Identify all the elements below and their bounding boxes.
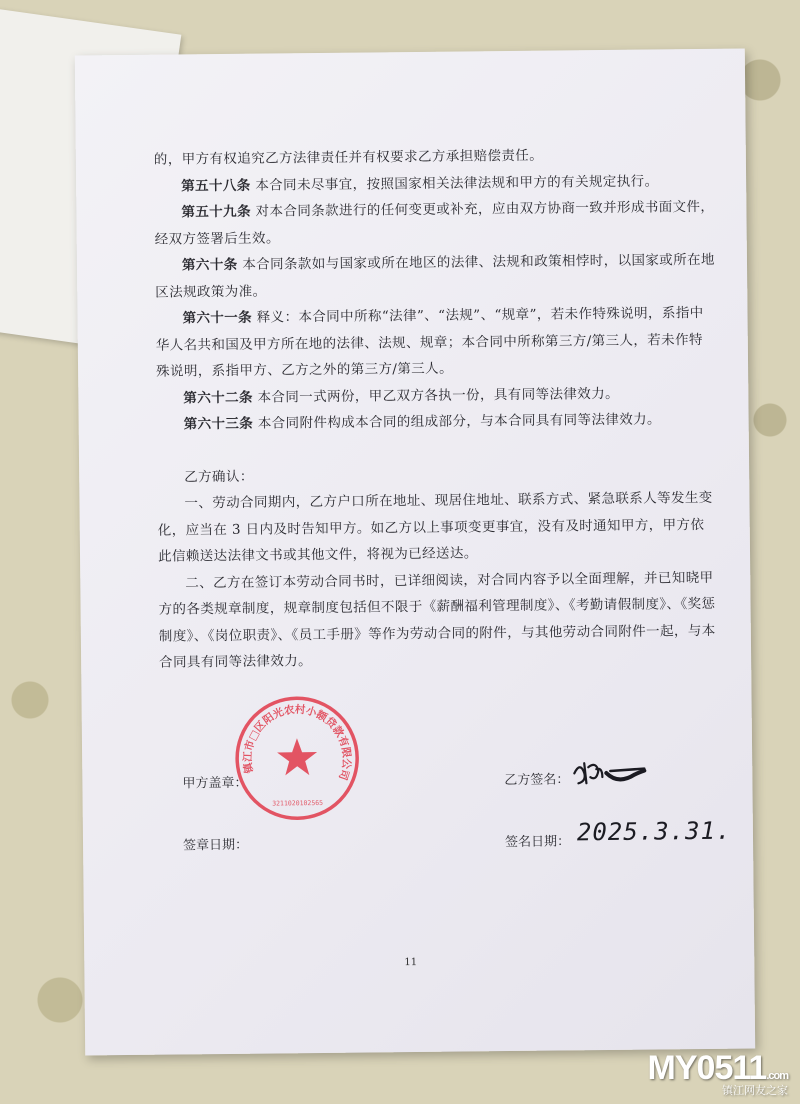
contract-page [75, 49, 755, 1056]
svg-text:3211020102565: 3211020102565 [272, 798, 324, 808]
paragraph: 的，甲方有权追究乙方法律责任并有权要求乙方承担赔偿责任。 [153, 147, 544, 168]
article-59: 第五十九条 对本合同条款进行的任何变更或补充，应由双方协商一致并形成书面文件，经双方签署后生效。 [154, 198, 715, 248]
article-58: 第五十八条 本合同未尽事宜，按照国家相关法律法规和甲方的有关规定执行。 [181, 172, 659, 194]
handwritten-signature [570, 755, 650, 790]
party-a-date-label: 签章日期： [182, 837, 249, 854]
site-watermark [648, 1049, 788, 1098]
company-seal [231, 693, 362, 824]
article-62: 第六十二条 本合同一式两份，甲乙双方各执一份，具有同等法律效力。 [183, 385, 620, 406]
handwritten-date: 2025.3.31. [576, 816, 732, 847]
confirm-item-2: 二、乙方在签订本劳动合同书时，已详细阅读，对合同内容予以全面理解，并已知晓甲方的各类规章制度，规章制度包括但不限于《薪酬福利管理制度》、《考勤请假制度》、《奖惩制度》、《岗位职责》、《员工手册》等作为劳动合同的附件，与其他劳动合同附件一起，与本合同具有同等法律效力。 [158, 569, 716, 671]
svg-text:镇江市□区阳光农村小额贷款有限公司: 镇江市□区阳光农村小额贷款有限公司 [241, 703, 353, 782]
party-a-seal-label: 甲方盖章： [182, 775, 248, 792]
article-61: 第六十一条 释义：本合同中所称“法律”、“法规”、“规章”，若未作特殊说明，系指中华人名共和国及甲方所在地的法律、法规、规章；本合同中所称第三方/第三人，若未作特殊说明，系指甲方、乙方之外的第三方/第三人。 [155, 304, 704, 380]
party-b-date-label: 签名日期： [504, 834, 571, 851]
article-63: 第六十三条 本合同附件构成本合同的组成部分，与本合同具有同等法律效力。 [183, 411, 662, 433]
signature-area [75, 49, 755, 1056]
confirm-title: 乙方确认： [184, 468, 254, 485]
article-60: 第六十条 本合同条款如与国家或所在地区的法律、法规和政策相悖时，以国家或所在地区法规政策为准。 [155, 251, 715, 301]
page-number: 11 [404, 957, 418, 969]
confirm-item-1: 一、劳动合同期内，乙方户口所在地址、现居住地址、联系方式、紧急联系人等发生变化，应当在 3 日内及时告知甲方。如乙方以上事项变更事宜，没有及时通知甲方，甲方依此信赖送达法律文书或其他文件，将视为已经送达。 [157, 489, 713, 565]
watermark-logo: MY0511.com [647, 1049, 788, 1087]
watermark-tagline: 镇江网友之家 [722, 1085, 788, 1097]
party-b-sign-label: 乙方签名： [504, 772, 570, 789]
